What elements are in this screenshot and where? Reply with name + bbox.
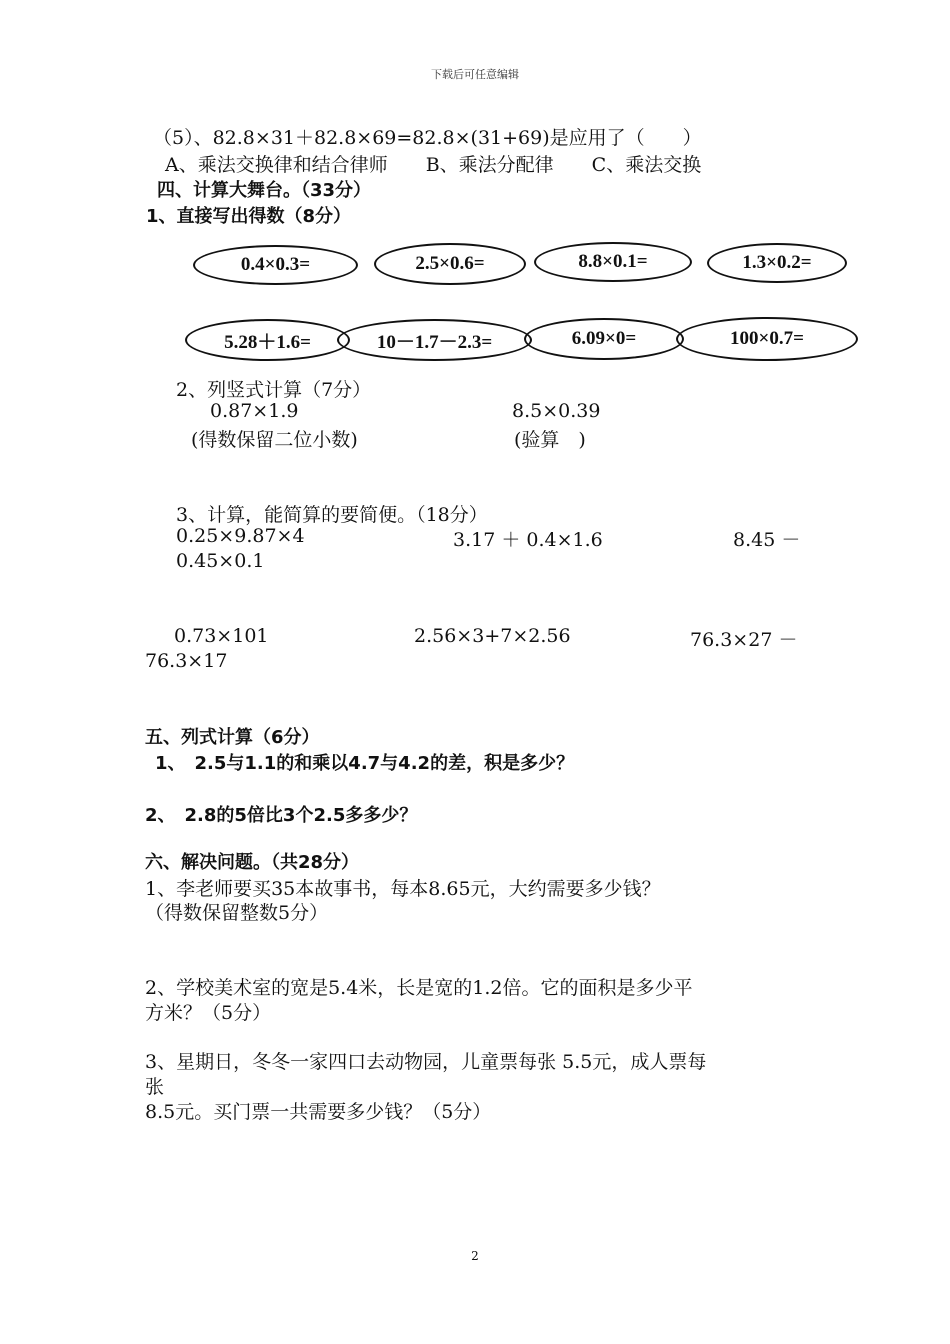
mental-math-oval — [524, 318, 684, 360]
oval-expression: 10－1.7－2.3= — [376, 331, 493, 353]
simplify-expr: 3.17 ＋ 0.4×1.6 — [453, 529, 603, 551]
vertical-calc-note-2: (验算 ) — [514, 429, 586, 451]
section6-question-3-cont: 8.5元。买门票一共需要多少钱？（5分） — [145, 1101, 492, 1123]
vertical-calc-expr-2: 8.5×0.39 — [512, 400, 601, 422]
oval-expression: 0.4×0.3= — [240, 254, 311, 275]
oval-expression: 100×0.7= — [730, 328, 804, 349]
section6-question-2: 2、学校美术室的宽是5.4米，长是宽的1.2倍。它的面积是多少平 — [145, 977, 693, 999]
section4-part2-title: 2、列竖式计算（7分） — [176, 379, 372, 401]
vertical-calc-note-1: (得数保留二位小数) — [191, 429, 358, 451]
section6-question-1: 1、李老师要买35本故事书，每本8.65元，大约需要多少钱？ — [145, 878, 661, 900]
section5-question-1: 1、 2.5与1.1的和乘以4.7与4.2的差，积是多少？ — [155, 753, 575, 774]
mental-math-oval — [337, 319, 532, 361]
section6-question-3-cont: 张 — [145, 1076, 165, 1098]
mental-math-oval — [676, 317, 858, 361]
section6-question-2-cont: 方米？（5分） — [145, 1002, 272, 1024]
oval-expression: 2.5×0.6= — [415, 253, 485, 274]
simplify-expr-continued: 76.3×17 — [145, 650, 228, 672]
oval-expression: 6.09×0= — [571, 328, 637, 349]
mental-math-oval — [374, 243, 526, 285]
section5-title: 五、列式计算（6分） — [145, 727, 320, 748]
section6-title: 六、解决问题。（共28分） — [145, 852, 360, 873]
section4-title: 四、计算大舞台。（33分） — [157, 180, 372, 201]
section4-part3-title: 3、计算，能简算的要简便。（18分） — [176, 504, 488, 526]
simplify-expr: 76.3×27 － — [690, 629, 798, 651]
simplify-expr: 0.73×101 — [174, 625, 269, 647]
mental-math-oval — [185, 319, 350, 361]
section5-question-2: 2、 2.8的5倍比3个2.5多多少？ — [145, 805, 418, 826]
mental-math-oval — [193, 245, 358, 285]
section4-part1-title: 1、直接写出得数（8分） — [146, 206, 352, 227]
section6-question-3: 3、星期日，冬冬一家四口去动物园，儿童票每张 5.5元，成人票每 — [145, 1051, 707, 1073]
oval-expression: 1.3×0.2= — [742, 252, 812, 273]
page-number: 2 — [471, 1249, 479, 1263]
page-header: 下载后可任意编辑 — [431, 68, 519, 81]
mental-math-oval — [534, 242, 692, 282]
oval-expression: 5.28＋1.6= — [224, 331, 311, 353]
vertical-calc-expr-1: 0.87×1.9 — [210, 400, 299, 422]
q5-options: A、乘法交换律和结合律师 B、乘法分配律 C、乘法交换 — [165, 154, 702, 176]
oval-expression: 8.8×0.1= — [578, 251, 648, 272]
section6-question-1-note: （得数保留整数5分） — [145, 902, 329, 924]
q5-stem: （5）、82.8×31＋82.8×69=82.8×(31+69)是应用了（ ） — [153, 127, 702, 149]
mental-math-oval — [707, 243, 847, 283]
simplify-expr: 0.25×9.87×4 — [176, 525, 305, 547]
simplify-expr: 8.45 － — [733, 529, 801, 551]
simplify-expr-continued: 0.45×0.1 — [176, 550, 265, 572]
simplify-expr: 2.56×3+7×2.56 — [414, 625, 571, 647]
